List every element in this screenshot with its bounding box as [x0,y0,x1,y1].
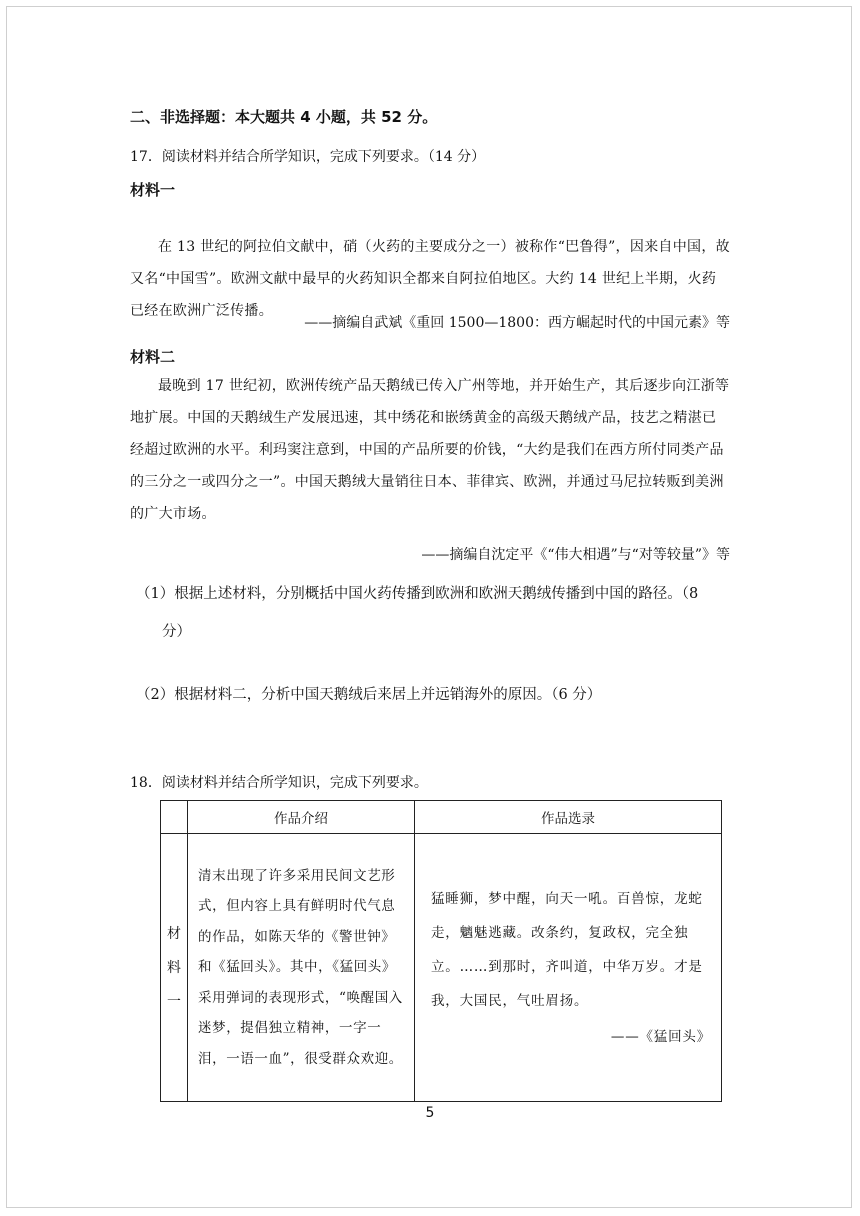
material-2-source: ——摘编自沈定平《“伟大相遇”与“对等较量”》等 [421,547,730,563]
row-label-material-1 [161,834,188,1102]
material-1-text: 在 13 世纪的阿拉伯文献中，硝（火药的主要成分之一）被称作“巴鲁得”，因来自中国，故又名“中国雪”。欧洲文献中最早的火药知识全都来自阿拉伯地区。大约 14 世纪上半期，火药已经在欧洲广泛传播。 [130,239,730,319]
material-1-label: 材料一 [130,181,176,199]
row-label-char: 材 [167,925,181,942]
section-title: 二、非选择题：本大题共 4 小题，共 52 分。 [130,108,438,126]
header-intro: 作品介绍 [188,801,415,834]
sub-question-1-line1: （1）根据上述材料，分别概括中国火药传播到欧洲和欧洲天鹅绒传播到中国的路径。（8 [136,586,699,602]
table-corner-cell [161,801,188,834]
header-excerpt: 作品选录 [415,801,722,834]
table-header-row [161,801,722,834]
work-intro-cell: 清末出现了许多采用民间文艺形式，但内容上具有鲜明时代气息的作品，如陈天华的《警世钟》和《猛回头》。其中，《猛回头》采用弹词的表现形式，“唤醒国入迷梦，提倡独立精神，一字一泪，一语一血”，很受群众欢迎。 [188,834,415,1102]
row-label-char: 一 [167,993,181,1010]
question-17-stem: 17．阅读材料并结合所学知识，完成下列要求。（14 分） [130,149,486,165]
row-label-char: 料 [167,959,181,976]
table-row [161,834,722,1102]
material-2-label: 材料二 [130,348,176,366]
works-table [160,800,722,1102]
question-18-stem: 18．阅读材料并结合所学知识，完成下列要求。 [130,775,428,791]
sub-question-1 [136,575,736,651]
sub-question-2: （2）根据材料二，分析中国天鹅绒后来居上并远销海外的原因。（6 分） [136,687,602,703]
sub-question-1-line2: 分） [162,624,191,640]
work-excerpt-cell [415,834,722,1102]
page-number: 5 [425,1105,435,1121]
material-2-text: 最晚到 17 世纪初，欧洲传统产品天鹅绒已传入广州等地，并开始生产，其后逐步向江浙等地扩展。中国的天鹅绒生产发展迅速，其中绣花和嵌绣黄金的高级天鹅绒产品，技艺之精湛已经超过欧洲的水平。利玛窦注意到，中国的产品所要的价钱，“大约是我们在西方所付同类产品的三分之一或四分之一”。中国天鹅绒大量销往日本、菲律宾、欧洲，并通过马尼拉转贩到美洲的广大市场。 [130,378,730,522]
work-excerpt-text: 猛睡狮，梦中醒，向天一吼。百兽惊，龙蛇走，魑魅逃藏。改条约，复政权，完全独立。……到那时，齐叫道，中华万岁。才是我，大国民，气吐眉扬。 [431,890,703,1009]
material-1-source: ——摘编自武斌《重回 1500—1800：西方崛起时代的中国元素》等 [304,315,730,331]
work-excerpt-source: ——《猛回头》 [610,1028,711,1045]
